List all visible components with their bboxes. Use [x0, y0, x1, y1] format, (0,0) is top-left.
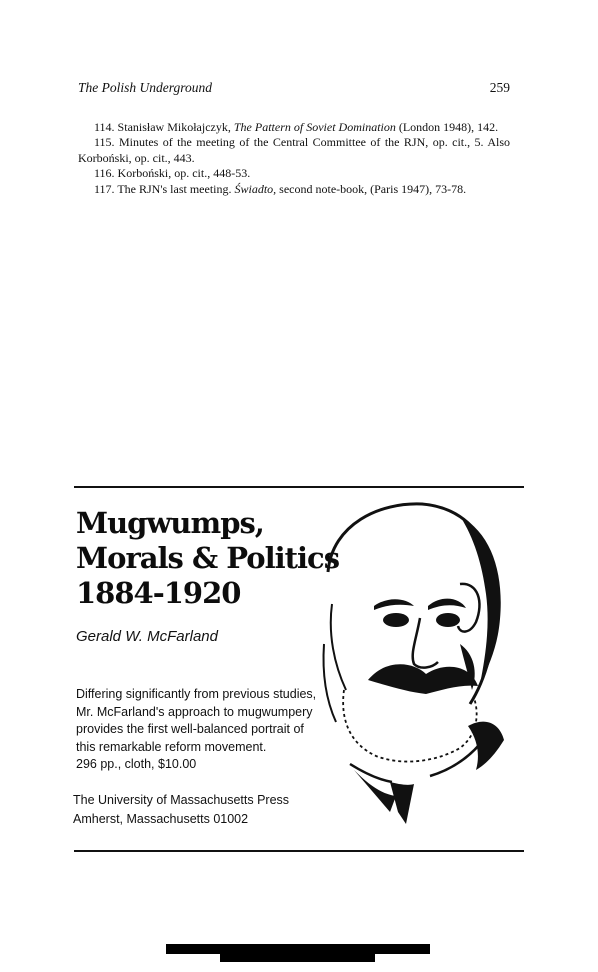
scan-edge-bar: [220, 954, 375, 962]
brow-left: [374, 599, 414, 610]
publisher-address: [73, 791, 289, 828]
nose: [413, 618, 438, 668]
eye-left: [383, 613, 409, 627]
running-title: The Polish Underground: [78, 80, 212, 95]
note-text: 115. Minutes of the meeting of the Central Committee of the RJN, op. cit., 5. Also Korboński, op. cit., 443.: [78, 135, 510, 165]
note-text: (London 1948), 142.: [395, 120, 499, 134]
necktie: [390, 782, 414, 824]
eye-right: [436, 613, 460, 627]
ear: [458, 584, 479, 632]
book-title: [76, 506, 340, 611]
footnote-114: [78, 120, 510, 135]
publisher-city: Amherst, Massachusetts 01002: [73, 811, 249, 826]
book-blurb: [76, 686, 346, 774]
publisher-name: The University of Massachusetts Press: [73, 793, 290, 807]
running-head: [78, 80, 510, 98]
blurb-line: provides the first well-balanced portrait of: [76, 722, 304, 736]
footnotes: [78, 120, 510, 197]
footnote-115: [78, 135, 510, 166]
ad-bottom-rule: [74, 850, 524, 852]
note-text: 116. Korboński, op. cit., 448-53.: [94, 166, 251, 181]
book-title-line-1: Mugwumps,: [76, 506, 264, 540]
note-text: 114. Stanisław Mikołajczyk,: [94, 120, 234, 134]
blurb-line: Differing significantly from previous studies,: [76, 687, 317, 701]
blurb-line: Mr. McFarland's approach to mugwumpery: [76, 704, 313, 719]
note-title: The Pattern of Soviet Domination: [233, 120, 396, 134]
footnote-117: [78, 182, 510, 197]
footnote-116: [78, 166, 510, 181]
collar: [350, 744, 480, 782]
note-title: Świadto,: [234, 181, 277, 196]
book-title-line-3: 1884-1920: [76, 576, 241, 610]
ad-top-rule: [74, 486, 524, 488]
scan-edge-bar: [166, 944, 430, 954]
note-text: second note-book, (Paris 1947), 73-78.: [276, 181, 467, 196]
lapel-right: [468, 722, 504, 770]
book-title-line-2: Morals & Politics: [76, 541, 340, 575]
note-text: 117. The RJN's last meeting.: [94, 181, 235, 196]
blurb-line: this remarkable reform movement.: [76, 739, 267, 754]
beard: [343, 690, 476, 762]
book-price: 296 pp., cloth, $10.00: [76, 757, 197, 771]
face-left-contour: [331, 604, 346, 690]
book-author: Gerald W. McFarland: [76, 628, 218, 645]
brow-right: [428, 599, 466, 610]
page-number: 259: [489, 80, 510, 95]
author-portrait-illustration: [310, 494, 510, 824]
